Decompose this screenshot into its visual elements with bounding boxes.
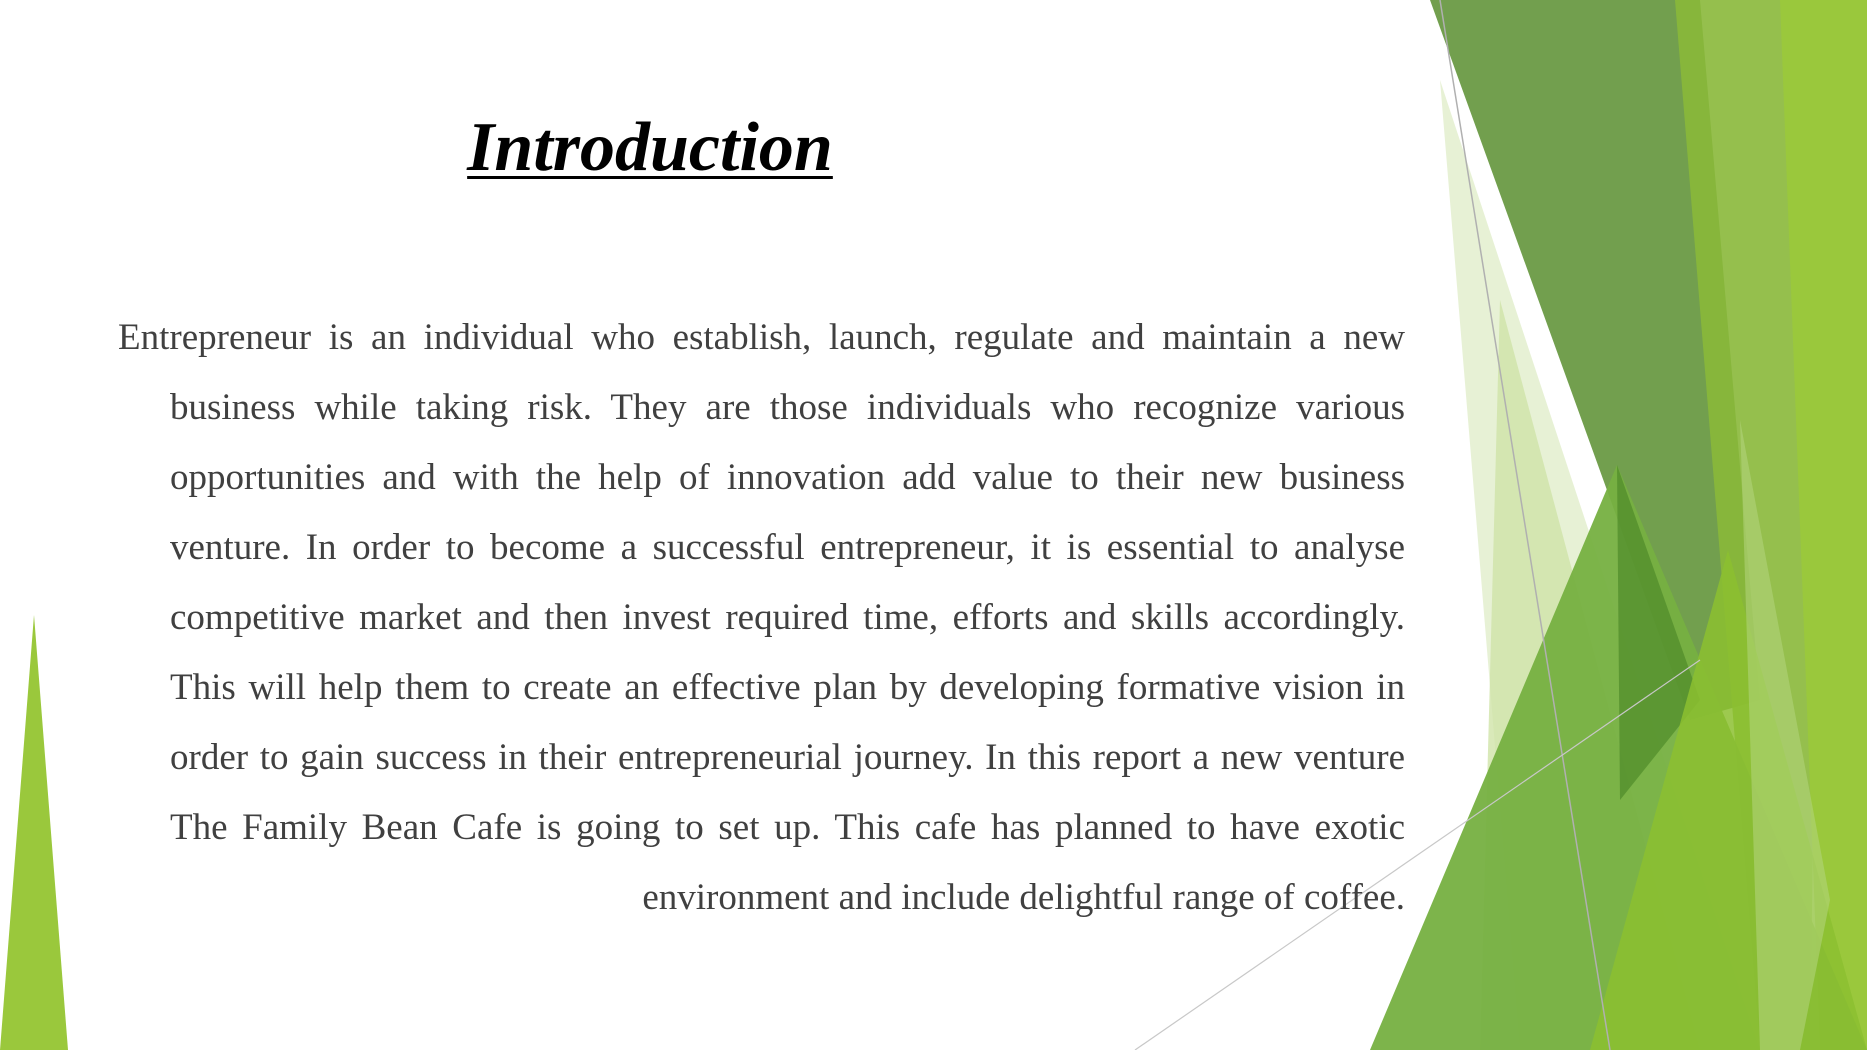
decor-triangle-left	[0, 615, 68, 1050]
slide-title: Introduction	[467, 109, 833, 186]
slide-body-paragraph: Entrepreneur is an individual who establish, launch, regulate and maintain a new business while taking risk. They are those individuals who recognize various opportunities and with the help of innovation add value to their new business venture. In order to become a successful entrepreneur, it is essential to analyse competitive market and then invest required time, efforts and skills accordingly. This will help them to create an effective plan by developing formative vision in order to gain success in their entrepreneurial journey. In this report a new venture The Family Bean Cafe is going to set up. This cafe has planned to have exotic environment and include delightful range of coffee.	[118, 317, 1405, 918]
